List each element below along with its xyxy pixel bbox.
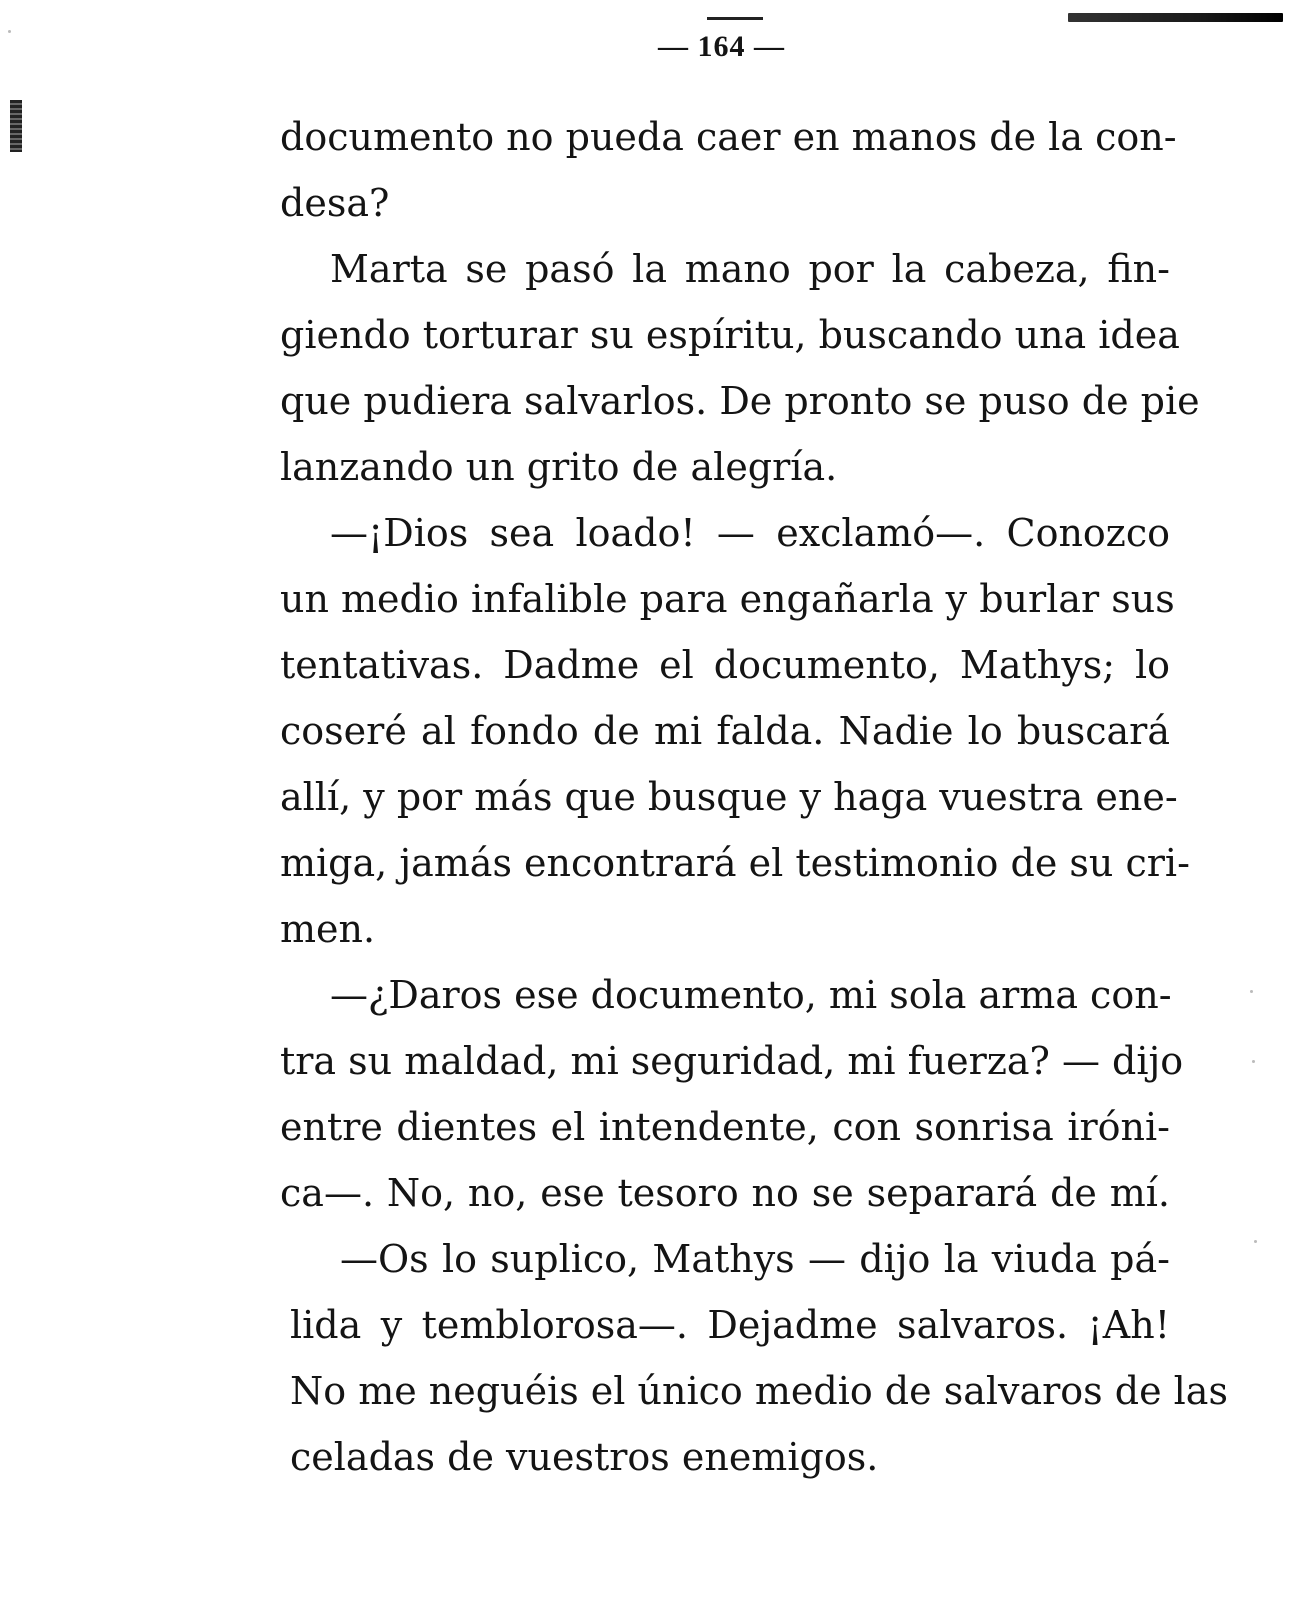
scan-speck: [1252, 1060, 1255, 1063]
text-line: No me neguéis el único medio de salvaros de las: [290, 1369, 1228, 1413]
scan-speck: [1250, 990, 1253, 993]
text-line: —¡Dios sea loado! — exclamó—. Conozco: [330, 511, 1170, 555]
text-line: tra su maldad, mi seguridad, mi fuerza? — dijo: [280, 1039, 1184, 1083]
text-line: lida y temblorosa—. Dejadme salvaros. ¡Ah!: [290, 1303, 1170, 1347]
text-line: que pudiera salvarlos. De pronto se puso de pie: [280, 379, 1200, 423]
text-line: giendo torturar su espíritu, buscando una idea: [280, 313, 1180, 357]
text-line: ca—. No, no, ese tesoro no se separará de mí.: [280, 1171, 1170, 1215]
scan-artifact-rule: [707, 17, 763, 20]
text-line: desa?: [280, 181, 390, 225]
text-line: —¿Daros ese documento, mi sola arma con-: [330, 973, 1172, 1017]
text-line: documento no pueda caer en manos de la con-: [280, 115, 1177, 159]
scan-artifact-bar: [1068, 13, 1283, 22]
text-line: tentativas. Dadme el documento, Mathys; lo: [280, 643, 1170, 687]
text-line: entre dientes el intendente, con sonrisa iróni-: [280, 1105, 1170, 1149]
text-line: allí, y por más que busque y haga vuestra ene-: [280, 775, 1178, 819]
text-line: —Os lo suplico, Mathys — dijo la viuda pá-: [340, 1237, 1170, 1281]
text-line: miga, jamás encontrará el testimonio de su cri-: [280, 841, 1190, 885]
page-number: — 164 —: [658, 30, 785, 63]
text-line: lanzando un grito de alegría.: [280, 445, 838, 489]
scan-speck: [1254, 1240, 1257, 1243]
text-line: celadas de vuestros enemigos.: [290, 1435, 879, 1479]
scan-artifact-margin: [10, 100, 22, 152]
text-line: un medio infalible para engañarla y burlar sus: [280, 577, 1175, 621]
text-line: coseré al fondo de mi falda. Nadie lo buscará: [280, 709, 1170, 753]
text-line: men.: [280, 907, 376, 951]
text-line: Marta se pasó la mano por la cabeza, fin-: [330, 247, 1170, 291]
